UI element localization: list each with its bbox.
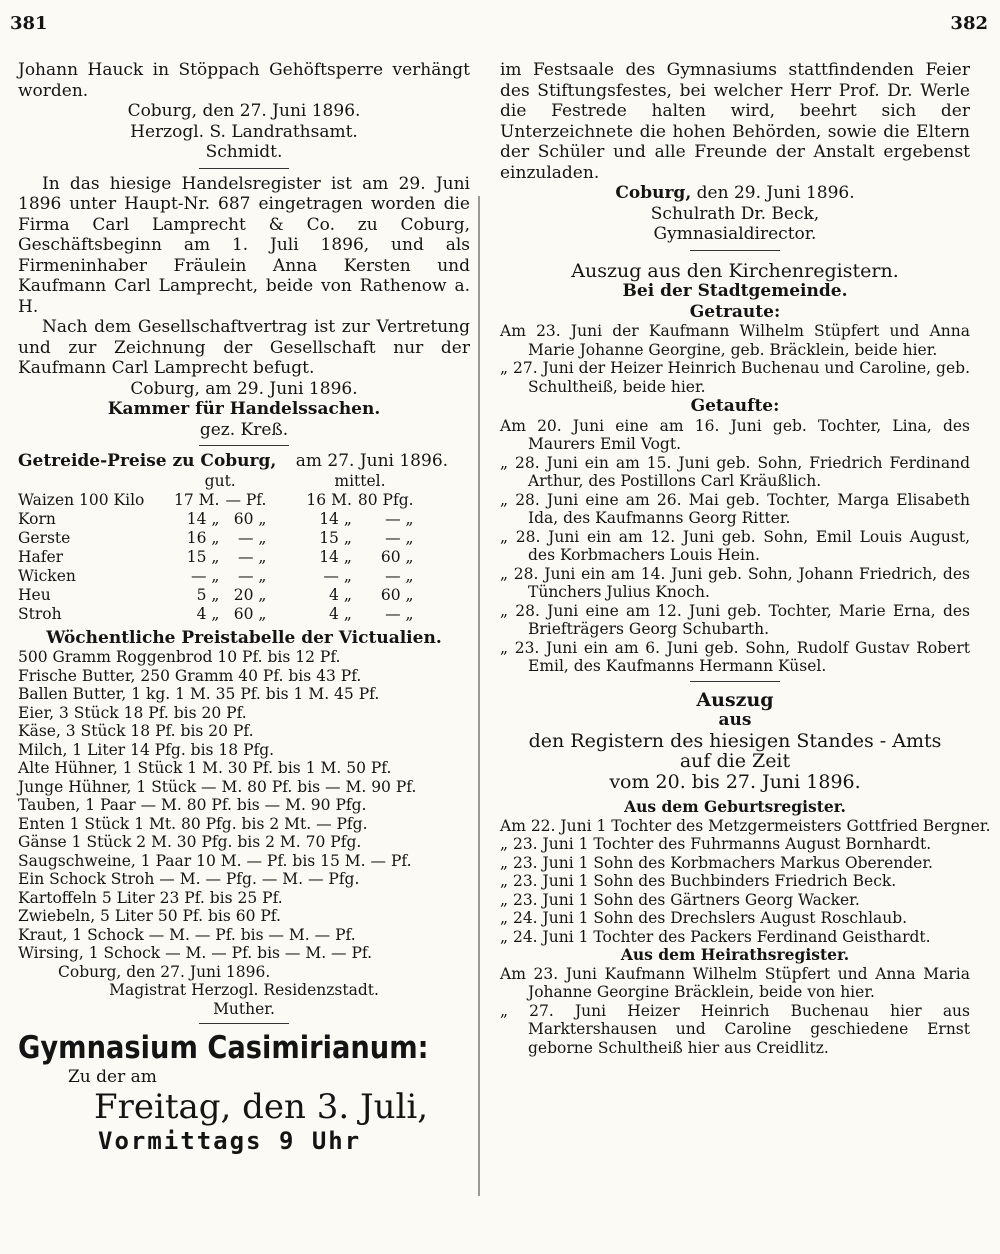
victual-item: Kartoffeln 5 Liter 23 Pf. bis 25 Pf. bbox=[18, 888, 283, 907]
gymnasium-invitation-continued bbox=[500, 60, 970, 245]
gut-mark: 14 „ bbox=[186, 509, 220, 528]
left-column bbox=[18, 60, 470, 1156]
spacer bbox=[272, 567, 306, 586]
victual-item: Ballen Butter, 1 kg. 1 M. 35 Pf. bis 1 M. 45 Pf. bbox=[18, 685, 380, 703]
mittel-pf: — „ bbox=[385, 604, 414, 623]
civil-title5: vom 20. bis 27. Juni 1896. bbox=[609, 770, 861, 793]
grain-col-mittel: mittel. bbox=[334, 471, 386, 490]
notice-text: In das hiesige Handelsregister ist am 29. Juni 1896 unter Haupt-Nr. 687 eingetragen worden die Firma Carl Lamprecht & Co. zu Coburg, Geschäftsbeginn am 1. Juli 1896, und als Firmeninhaber Fräulein Anna Kersten und Kaufmann Carl Lamprecht, beide von Rathenow a. H. bbox=[18, 173, 470, 317]
mittel-pf: 80 Pfg. bbox=[357, 490, 414, 509]
baptized-title: Getaufte: bbox=[690, 396, 780, 416]
mittel-mark: — „ bbox=[323, 566, 352, 585]
birth-entry: Am 22. Juni 1 Tochter des Metzgermeisters Gottfried Bergner. bbox=[500, 816, 991, 835]
spacer bbox=[272, 529, 306, 548]
grain-title: Getreide-Preise zu Coburg, bbox=[18, 451, 277, 471]
right-column bbox=[500, 60, 991, 1057]
baptized-entry: Am 20. Juni eine am 16. Juni geb. Tochter, Lina, des Maurers Emil Vogt. bbox=[500, 416, 970, 453]
birth-entry: „ 24. Juni 1 Sohn des Drechslers August Roschlaub. bbox=[500, 909, 908, 927]
gut-mark: 5 „ bbox=[196, 585, 220, 604]
grain-name: Waizen 100 Kilo bbox=[18, 490, 145, 509]
separator-rule bbox=[690, 250, 780, 251]
column-divider bbox=[478, 196, 480, 1196]
victual-item: Junge Hühner, 1 Stück — M. 80 Pf. bis — M. 90 Pf. bbox=[18, 777, 417, 796]
gut-pf: 60 „ bbox=[233, 604, 267, 623]
civil-title1: Auszug bbox=[696, 688, 774, 711]
gut-mark: — „ bbox=[190, 566, 220, 585]
victual-item: Käse, 3 Stück 18 Pf. bis 20 Pf. bbox=[18, 722, 254, 740]
grain-row bbox=[18, 605, 420, 624]
victual-item: Milch, 1 Liter 14 Pfg. bis 18 Pfg. bbox=[18, 740, 275, 759]
church-registers bbox=[500, 261, 970, 676]
grain-row bbox=[18, 529, 420, 548]
notice-place-date: Coburg, den 27. Juni 1896. bbox=[127, 101, 361, 121]
baptized-entry: „ 28. Juni ein am 15. Juni geb. Sohn, Friedrich Ferdinand Arthur, des Postillons Carl Kräußlich. bbox=[500, 453, 970, 490]
married-entry: Am 23. Juni der Kaufmann Wilhelm Stüpfert und Anna Marie Johanne Georgine, geb. Bräcklein, beide hier. bbox=[500, 322, 970, 359]
victual-item: Ein Schock Stroh — M. — Pfg. — M. — Pfg. bbox=[18, 870, 360, 888]
gym-date: Freitag, den 3. Juli, bbox=[94, 1086, 429, 1127]
victuals-list bbox=[18, 648, 470, 963]
victual-item: Kraut, 1 Schock — M. — Pf. bis — M. — Pf. bbox=[18, 925, 356, 944]
civil-registers bbox=[500, 688, 991, 1058]
gut-pf: 60 „ bbox=[233, 509, 267, 528]
notice-signer: gez. Kreß. bbox=[199, 419, 289, 440]
notice-authority: Herzogl. S. Landrathsamt. bbox=[130, 121, 358, 142]
married-title: Getraute: bbox=[689, 301, 781, 322]
separator-rule bbox=[199, 445, 289, 446]
gymnasium-name: Gymnasium Casimirianum: bbox=[18, 1030, 429, 1066]
gym-place: Coburg, bbox=[615, 183, 692, 203]
mittel-pf: 60 „ bbox=[380, 585, 414, 604]
notice-authority: Kammer für Handelssachen. bbox=[107, 399, 381, 419]
civil-title2: aus bbox=[718, 710, 752, 730]
grain-date: am 27. Juni 1896. bbox=[295, 451, 449, 471]
baptized-entry: „ 28. Juni ein am 12. Juni geb. Sohn, Emil Louis August, des Korbmachers Louis Hein. bbox=[500, 527, 970, 564]
mittel-pf: — „ bbox=[385, 566, 414, 585]
victual-item: Zwiebeln, 5 Liter 50 Pf. bis 60 Pf. bbox=[18, 907, 281, 925]
notice-signer: Schmidt. bbox=[205, 142, 283, 162]
gymnasium-invitation bbox=[18, 1029, 470, 1156]
notice-text: Johann Hauck in Stöppach Gehöftsperre verhängt worden. bbox=[18, 60, 470, 101]
mittel-mark: 16 M. bbox=[306, 490, 352, 509]
spacer bbox=[272, 548, 306, 567]
gym-text: im Festsaale des Gymnasiums stattfindenden Feier des Stiftungsfestes, bei welcher Herr Prof. Dr. Werle die Festrede halten wird, beehrt sich der Unterzeichnete die hohen Behörden, sowie die Eltern der Schüler und alle Freunde der Anstalt ergebenst einzuladen. bbox=[500, 60, 970, 183]
gut-pf: — „ bbox=[237, 547, 267, 566]
gut-mark: 17 M. bbox=[174, 490, 220, 509]
mittel-pf: — „ bbox=[385, 528, 414, 547]
grain-row bbox=[18, 491, 420, 510]
church-title: Auszug aus den Kirchenregistern. bbox=[571, 259, 899, 282]
married-list bbox=[500, 322, 970, 396]
baptized-entry: „ 23. Juni ein am 6. Juni geb. Sohn, Rudolf Gustav Robert Emil, des Kaufmanns Hermann Küsel. bbox=[500, 638, 970, 675]
notice-gehoeftsperre bbox=[18, 60, 470, 163]
victual-item: Tauben, 1 Paar — M. 80 Pf. bis — M. 90 Pfg. bbox=[18, 796, 367, 814]
grain-name: Heu bbox=[18, 585, 51, 604]
grain-name: Gerste bbox=[18, 528, 71, 547]
grain-name: Stroh bbox=[18, 604, 62, 623]
grain-table bbox=[18, 472, 420, 624]
grain-name: Hafer bbox=[18, 547, 64, 566]
grain-row bbox=[18, 586, 420, 605]
gut-pf: — „ bbox=[237, 566, 267, 585]
victuals-title: Wöchentliche Preistabelle der Victualien. bbox=[46, 627, 442, 648]
spacer bbox=[272, 586, 306, 605]
gym-time: Vormittags 9 Uhr bbox=[98, 1126, 362, 1155]
marriage-entry: „ 27. Juni Heizer Heinrich Buchenau hier aus Marktershausen und Caroline geschiedene Ernst geborne Schultheiß hier aus Creidlitz. bbox=[500, 1001, 970, 1057]
married-entry: „ 27. Juni der Heizer Heinrich Buchenau und Caroline, geb. Schultheiß, beide hier. bbox=[500, 359, 970, 396]
gym-signer: Schulrath Dr. Beck, bbox=[650, 203, 820, 224]
civil-title3: den Registern des hiesigen Standes - Amts bbox=[528, 729, 942, 752]
birth-entry: „ 23. Juni 1 Tochter des Fuhrmanns August Bornhardt. bbox=[500, 835, 932, 853]
victual-item: Alte Hühner, 1 Stück 1 M. 30 Pf. bis 1 M. 50 Pf. bbox=[18, 759, 392, 777]
victuals-authority: Magistrat Herzogl. Residenzstadt. bbox=[109, 981, 379, 999]
victual-item: Enten 1 Stück 1 Mt. 80 Pfg. bis 2 Mt. — Pfg. bbox=[18, 814, 368, 833]
grain-row bbox=[18, 548, 420, 567]
baptized-list bbox=[500, 417, 970, 676]
mittel-mark: 4 „ bbox=[329, 604, 352, 623]
victual-item: Wirsing, 1 Schock — M. — Pf. bis — M. — Pf. bbox=[18, 944, 373, 962]
baptized-entry: „ 28. Juni eine am 26. Mai geb. Tochter, Marga Elisabeth Ida, des Kaufmanns Georg Ritter. bbox=[500, 490, 970, 527]
grain-name: Korn bbox=[18, 509, 56, 528]
victuals-place-date: Coburg, den 27. Juni 1896. bbox=[58, 962, 271, 981]
victual-item: 500 Gramm Roggenbrod 10 Pf. bis 12 Pf. bbox=[18, 648, 341, 666]
victuals-signer: Muther. bbox=[213, 999, 275, 1018]
church-subtitle: Bei der Stadtgemeinde. bbox=[622, 281, 848, 301]
separator-rule bbox=[199, 168, 289, 169]
victuals-prices bbox=[18, 628, 470, 1019]
grain-col-gut: gut. bbox=[204, 471, 236, 490]
notice-text-2: Nach dem Gesellschaftvertrag ist zur Vertretung und zur Zeichnung der Gesellschaft nur der Kaufmann Carl Lamprecht befugt. bbox=[18, 317, 470, 378]
birth-entry: „ 24. Juni 1 Tochter des Packers Ferdinand Geisthardt. bbox=[500, 927, 931, 946]
baptized-entry: „ 28. Juni eine am 12. Juni geb. Tochter, Marie Erna, des Briefträgers Georg Schubarth. bbox=[500, 601, 970, 638]
grain-row bbox=[18, 567, 420, 586]
gut-pf: 20 „ bbox=[233, 585, 267, 604]
mittel-mark: 4 „ bbox=[329, 585, 352, 604]
notice-place-date: Coburg, am 29. Juni 1896. bbox=[130, 378, 358, 399]
grain-row bbox=[18, 510, 420, 529]
marriage-entry: Am 23. Juni Kaufmann Wilhelm Stüpfert und Anna Maria Johanne Georgine Bräcklein, beide von hier. bbox=[500, 964, 970, 1001]
birth-entry: „ 23. Juni 1 Sohn des Gärtners Georg Wacker. bbox=[500, 890, 860, 909]
gut-mark: 15 „ bbox=[186, 547, 220, 566]
grain-prices bbox=[18, 451, 470, 624]
victual-item: Frische Butter, 250 Gramm 40 Pf. bis 43 Pf. bbox=[18, 666, 362, 685]
gym-line1: Zu der am bbox=[68, 1067, 157, 1087]
separator-rule bbox=[690, 681, 780, 682]
births-title: Aus dem Geburtsregister. bbox=[624, 797, 846, 816]
separator-rule bbox=[199, 1023, 289, 1024]
mittel-mark: 14 „ bbox=[319, 547, 352, 566]
notice-handelsregister bbox=[18, 174, 470, 441]
mittel-mark: 14 „ bbox=[319, 509, 352, 528]
marriages-list bbox=[500, 965, 970, 1058]
births-list bbox=[500, 816, 991, 947]
gut-pf: — Pf. bbox=[225, 490, 267, 509]
victual-item: Saugschweine, 1 Paar 10 M. — Pf. bis 15 M. — Pf. bbox=[18, 851, 412, 870]
birth-entry: „ 23. Juni 1 Sohn des Korbmachers Markus Oberender. bbox=[500, 853, 933, 872]
gut-pf: — „ bbox=[237, 528, 267, 547]
gut-mark: 4 „ bbox=[196, 604, 220, 623]
gym-role: Gymnasialdirector. bbox=[653, 224, 817, 244]
spacer bbox=[272, 510, 306, 529]
mittel-pf: — „ bbox=[385, 509, 414, 528]
birth-entry: „ 23. Juni 1 Sohn des Buchbinders Friedrich Beck. bbox=[500, 872, 897, 890]
spacer bbox=[272, 605, 306, 624]
baptized-entry: „ 28. Juni ein am 14. Juni geb. Sohn, Johann Friedrich, des Tünchers Julius Knoch. bbox=[500, 564, 970, 601]
page-number-right: 382 bbox=[950, 13, 988, 34]
victual-item: Gänse 1 Stück 2 M. 30 Pfg. bis 2 M. 70 Pfg. bbox=[18, 833, 362, 851]
page-number-left: 381 bbox=[10, 13, 48, 34]
victual-item: Eier, 3 Stück 18 Pf. bis 20 Pf. bbox=[18, 703, 247, 722]
grain-name: Wicken bbox=[18, 566, 76, 585]
gut-mark: 16 „ bbox=[186, 528, 220, 547]
mittel-pf: 60 „ bbox=[380, 547, 414, 566]
mittel-mark: 15 „ bbox=[319, 528, 352, 547]
spacer bbox=[272, 491, 306, 510]
civil-title4: auf die Zeit bbox=[679, 750, 791, 772]
gym-date: den 29. Juni 1896. bbox=[696, 183, 855, 203]
marriages-title: Aus dem Heirathsregister. bbox=[620, 945, 850, 964]
